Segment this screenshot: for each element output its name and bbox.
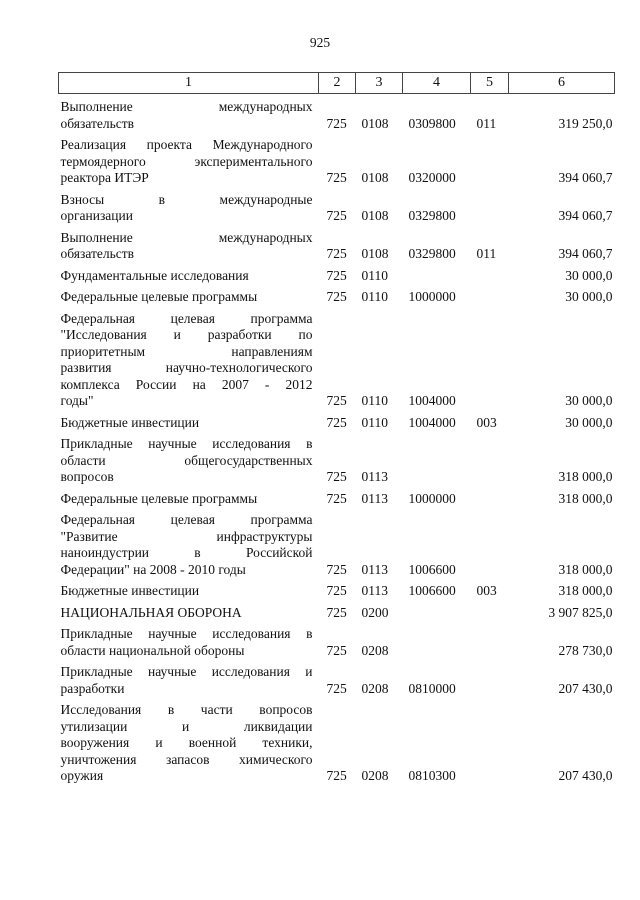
description-line: Федерации" на 2008 - 2010 годы xyxy=(60,561,246,577)
ministry-code: 725 xyxy=(326,642,347,658)
ministry-code: 725 xyxy=(326,490,347,506)
description-line: развития научно-технологического xyxy=(60,360,313,375)
description-line: оружия xyxy=(60,768,104,783)
section-code: 0200 xyxy=(361,604,389,620)
amount: 394 060,7 xyxy=(558,246,613,261)
ministry-code: 725 xyxy=(326,414,347,430)
ministry-code: 725 xyxy=(326,208,347,223)
target-article-code: 0329800 xyxy=(408,246,456,261)
description-line: организации xyxy=(60,208,133,223)
description-line: вопросов xyxy=(60,469,114,484)
description-line: утилизации и ликвидации xyxy=(60,718,313,734)
ministry-code: 725 xyxy=(326,115,347,131)
description-line: Выполнение международных xyxy=(60,229,313,245)
section-code: 0110 xyxy=(361,289,388,304)
table-row xyxy=(59,94,615,133)
amount: 318 000,0 xyxy=(558,469,613,484)
row-description xyxy=(59,507,319,578)
header-col-6: 6 xyxy=(509,73,615,94)
section-code: 0108 xyxy=(361,246,389,261)
ministry-code: 725 xyxy=(326,170,347,185)
description-line: Бюджетные инвестиции xyxy=(60,414,200,430)
description-line: вооружения и военной техники, xyxy=(60,735,313,750)
table-row xyxy=(59,263,615,285)
description-line: Фундаментальные исследования xyxy=(60,267,249,283)
ministry-code: 725 xyxy=(326,583,347,598)
row-description xyxy=(59,410,319,432)
description-line: комплекса России на 2007 - 2012 xyxy=(60,376,313,392)
description-line: Прикладные научные исследования и xyxy=(60,664,313,679)
expense-type-code: 003 xyxy=(476,414,497,430)
description-line: Федеральная целевая программа xyxy=(60,310,313,326)
header-col-5: 5 xyxy=(471,73,509,94)
row-description xyxy=(59,659,319,697)
description-line: приоритетным направлениям xyxy=(60,343,313,359)
expense-type-code xyxy=(471,132,509,187)
section-code: 0110 xyxy=(361,267,388,283)
ministry-code: 725 xyxy=(326,768,347,783)
description-line: области национальной обороны xyxy=(60,642,245,658)
table-row xyxy=(59,621,615,659)
table-header xyxy=(59,73,615,94)
target-article-code: 1004000 xyxy=(408,414,456,430)
target-article-code: 1006600 xyxy=(408,561,456,577)
description-line: годы" xyxy=(60,393,94,408)
target-article-code: 0810000 xyxy=(408,680,456,696)
description-line: области общегосударственных xyxy=(60,452,313,468)
section-code: 0113 xyxy=(361,469,388,484)
table-row xyxy=(59,431,615,486)
row-description xyxy=(59,697,319,785)
amount: 278 730,0 xyxy=(558,642,613,658)
ministry-code: 725 xyxy=(326,561,347,577)
description-line: обязательств xyxy=(60,246,135,261)
expense-type-code xyxy=(471,486,509,508)
expense-type-code xyxy=(471,187,509,225)
row-description xyxy=(59,132,319,187)
header-col-4: 4 xyxy=(403,73,471,94)
description-line: Федеральные целевые программы xyxy=(60,490,258,506)
header-col-3: 3 xyxy=(356,73,403,94)
table-row xyxy=(59,697,615,785)
target-article-code: 1000000 xyxy=(408,289,456,304)
row-description xyxy=(59,621,319,659)
table-row xyxy=(59,225,615,263)
section-code: 0208 xyxy=(361,642,389,658)
amount: 207 430,0 xyxy=(558,680,613,696)
section-code: 0108 xyxy=(361,170,389,185)
expense-type-code xyxy=(471,306,509,410)
description-line: Бюджетные инвестиции xyxy=(60,583,200,598)
table-row xyxy=(59,486,615,508)
table-body xyxy=(59,94,615,785)
amount: 3 907 825,0 xyxy=(548,604,613,620)
amount: 318 000,0 xyxy=(558,490,613,506)
description-line: Реализация проекта Международного xyxy=(60,137,313,152)
table-row xyxy=(59,187,615,225)
expense-type-code xyxy=(471,600,509,622)
target-article-code: 1000000 xyxy=(408,490,456,506)
expense-type-code xyxy=(471,621,509,659)
target-article-code xyxy=(403,600,471,622)
budget-table xyxy=(58,72,615,785)
expense-type-code: 011 xyxy=(476,246,497,261)
row-description xyxy=(59,225,319,263)
amount: 30 000,0 xyxy=(565,393,613,408)
expense-type-code xyxy=(471,284,509,306)
section-code: 0110 xyxy=(361,393,388,408)
description-line: Федеральная целевая программа xyxy=(60,512,313,527)
row-description xyxy=(59,431,319,486)
page-number: 925 xyxy=(309,35,331,50)
amount: 318 000,0 xyxy=(558,583,613,598)
header-col-2: 2 xyxy=(319,73,356,94)
section-code: 0108 xyxy=(361,208,389,223)
ministry-code: 725 xyxy=(326,267,347,283)
amount: 207 430,0 xyxy=(558,768,613,783)
ministry-code: 725 xyxy=(326,604,347,620)
description-line: реактора ИТЭР xyxy=(60,170,149,185)
amount: 318 000,0 xyxy=(558,561,613,577)
expense-type-code: 011 xyxy=(476,115,497,131)
description-line: наноиндустрии в Российской xyxy=(60,545,313,560)
section-code: 0208 xyxy=(361,768,389,783)
ministry-code: 725 xyxy=(326,393,347,408)
description-line: обязательств xyxy=(60,115,135,131)
ministry-code: 725 xyxy=(326,469,347,484)
row-description xyxy=(59,187,319,225)
amount: 394 060,7 xyxy=(558,170,613,185)
table-row xyxy=(59,410,615,432)
row-description xyxy=(59,263,319,285)
row-description xyxy=(59,94,319,133)
description-line: НАЦИОНАЛЬНАЯ ОБОРОНА xyxy=(60,604,242,620)
description-line: "Исследования и разработки по xyxy=(60,327,313,342)
amount: 30 000,0 xyxy=(565,267,613,283)
description-line: Выполнение международных xyxy=(60,99,313,114)
section-code: 0113 xyxy=(361,490,388,506)
table-row xyxy=(59,132,615,187)
section-code: 0108 xyxy=(361,115,389,131)
ministry-code: 725 xyxy=(326,680,347,696)
target-article-code xyxy=(403,431,471,486)
ministry-code: 725 xyxy=(326,246,347,261)
amount: 30 000,0 xyxy=(565,289,613,304)
row-description xyxy=(59,306,319,410)
expense-type-code xyxy=(471,697,509,785)
expense-type-code xyxy=(471,659,509,697)
description-line: "Развитие инфраструктуры xyxy=(60,528,313,544)
target-article-code: 1004000 xyxy=(408,393,456,408)
expense-type-code: 003 xyxy=(476,583,497,598)
section-code: 0113 xyxy=(361,561,388,577)
row-description xyxy=(59,578,319,600)
row-description xyxy=(59,284,319,306)
table-row xyxy=(59,600,615,622)
table-row xyxy=(59,659,615,697)
expense-type-code xyxy=(471,507,509,578)
target-article-code xyxy=(403,263,471,285)
description-line: разработки xyxy=(60,680,125,696)
expense-type-code xyxy=(471,431,509,486)
amount: 394 060,7 xyxy=(558,208,613,223)
target-article-code: 1006600 xyxy=(408,583,456,598)
amount: 30 000,0 xyxy=(565,414,613,430)
amount: 319 250,0 xyxy=(558,115,613,131)
target-article-code: 0320000 xyxy=(408,170,456,185)
description-line: Взносы в международные xyxy=(60,191,313,207)
row-description xyxy=(59,486,319,508)
section-code: 0110 xyxy=(361,414,388,430)
table-row xyxy=(59,284,615,306)
section-code: 0113 xyxy=(361,583,388,598)
section-code: 0208 xyxy=(361,680,389,696)
table-row xyxy=(59,507,615,578)
target-article-code xyxy=(403,621,471,659)
description-line: Федеральные целевые программы xyxy=(60,289,258,304)
table-row xyxy=(59,306,615,410)
description-line: Прикладные научные исследования в xyxy=(60,436,313,451)
description-line: уничтожения запасов химического xyxy=(60,751,313,767)
expense-type-code xyxy=(471,263,509,285)
target-article-code: 0329800 xyxy=(408,208,456,223)
target-article-code: 0810300 xyxy=(408,768,456,783)
row-description xyxy=(59,600,319,622)
description-line: термоядерного экспериментального xyxy=(60,153,313,169)
target-article-code: 0309800 xyxy=(408,115,456,131)
description-line: Прикладные научные исследования в xyxy=(60,626,313,641)
ministry-code: 725 xyxy=(326,289,347,304)
table-row xyxy=(59,578,615,600)
description-line: Исследования в части вопросов xyxy=(60,702,313,717)
header-col-1: 1 xyxy=(59,73,319,94)
